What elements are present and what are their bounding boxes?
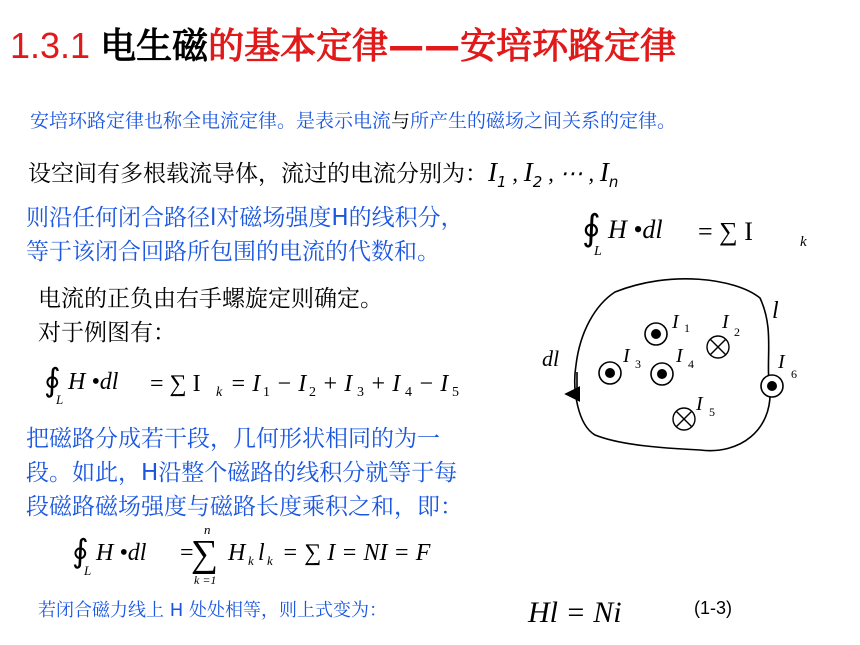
segment-statement-line-2: 段。如此，H沿整个磁路的线积分就等于每 [26, 460, 458, 486]
i2-sub: 2 [734, 325, 740, 339]
eq2-i2: − I [276, 371, 307, 397]
segment-statement-line-1: 把磁路分成若干段，几何形状相同的为一 [26, 426, 440, 452]
eq2-sub-L: L [56, 392, 64, 407]
current-i4-marker [651, 345, 694, 385]
equation-segments [72, 520, 492, 590]
current-i3-marker [599, 345, 641, 384]
title-black-part: 电生磁 [100, 26, 209, 67]
ampere-statement-line-2: 等于该闭合回路所包围的电流的代数和。 [26, 239, 440, 265]
sign-rule-line-2: 对于例图有： [38, 320, 176, 346]
intro-part-2: 与 [391, 110, 411, 132]
i4-label: I [676, 345, 683, 367]
sigma-symbol: ∑ [191, 533, 219, 575]
equation-ampere [580, 200, 820, 260]
eq3-sub-k1: k [248, 553, 254, 568]
ampere-loop-diagram [520, 270, 840, 470]
contour-integral-symbol: ∮ [582, 208, 601, 248]
eq2-s1: 1 [263, 385, 270, 400]
eq2-sub-k: k [216, 385, 223, 400]
i2-label: I [722, 311, 729, 333]
currents-line [28, 155, 618, 191]
eq2-i1: = I [230, 371, 261, 397]
eq3-sum-bottom: k =1 [194, 573, 217, 587]
current-i2-sub: 2 [532, 173, 543, 191]
current-in-sub: n [608, 173, 619, 191]
eq2-rhs: = ∑ I [150, 371, 201, 397]
current-i1-marker [645, 311, 690, 345]
intro-line [30, 106, 676, 133]
eq2-i5: − I [418, 371, 449, 397]
i4-sub: 4 [688, 357, 694, 371]
eq3-sub-k2: k [267, 553, 273, 568]
eq3-sub-L: L [84, 563, 92, 578]
ampere-statement-line-1: 则沿任何闭合路径l对磁场强度H的线积分， [26, 205, 464, 231]
eq1-lhs: H •dl [608, 215, 663, 244]
section-number: 1.3.1 [10, 25, 101, 66]
uniform-field-note: 若闭合磁力线上 H 处处相等，则上式变为： [38, 600, 387, 621]
eq2-lhs: H •dl [68, 369, 119, 395]
loop-label-l: l [772, 298, 779, 324]
ampere-statement [26, 201, 464, 269]
i1-sub: 1 [684, 321, 690, 335]
eq2-i3: + I [322, 371, 353, 397]
eq3-l: l [258, 540, 265, 566]
current-i2: I [523, 157, 533, 187]
equation-number: (1-3) [694, 598, 733, 618]
eq2-s2: 2 [309, 385, 316, 400]
eq3-rest: = ∑ I = NI = F [282, 540, 431, 566]
eq2-s4: 4 [405, 385, 412, 400]
segment-statement [26, 422, 463, 524]
eq2-s3: 3 [357, 385, 364, 400]
eq3-equals: = [180, 540, 194, 566]
eq3-sum-top: n [204, 522, 211, 537]
sep-2: , ⋯ , [542, 161, 600, 186]
segment-statement-line-3: 段磁路磁场强度与磁路长度乘积之和，即： [26, 494, 463, 520]
i5-sub: 5 [709, 405, 715, 419]
eq2-i4: + I [370, 371, 401, 397]
current-i1: I [488, 157, 497, 187]
intro-part-1: 安培环路定律也称全电流定律。是表示电流 [30, 110, 392, 132]
eq3-lhs: H •dl [96, 540, 147, 566]
i6-sub: 6 [791, 367, 797, 381]
eq3-H: H [228, 540, 246, 566]
contour-integral-symbol: ∮ [72, 533, 89, 569]
current-i1-sub: 1 [497, 173, 507, 191]
currents-line-text: 设空间有多根载流导体，流过的电流分别为： [28, 161, 488, 187]
sep-1: , [506, 161, 524, 186]
i5-label: I [696, 393, 703, 415]
eq1-rhs: = ∑ I [698, 217, 753, 246]
title-red-part: 的基本定律——安培环路定律 [208, 26, 677, 67]
eq2-s5: 5 [452, 385, 459, 400]
sign-rule-line-1: 电流的正负由右手螺旋定则确定。 [38, 286, 383, 312]
current-i6-marker [761, 351, 797, 397]
current-i2-marker [707, 311, 740, 358]
i1-label: I [672, 311, 679, 333]
intro-part-3: 所产生的磁场之间关系的定律。 [410, 110, 677, 132]
loop-label-dl: dl [542, 346, 560, 371]
contour-integral-symbol: ∮ [44, 362, 61, 398]
sign-rule [38, 282, 383, 350]
eq1-sub-k: k [800, 234, 807, 250]
current-i5-marker [673, 393, 715, 430]
equation-uniform [524, 590, 664, 634]
current-in: I [599, 157, 609, 187]
equation-example [44, 357, 504, 407]
eq1-sub-L: L [594, 244, 602, 259]
i6-label: I [778, 351, 785, 373]
i3-sub: 3 [635, 357, 641, 371]
i3-label: I [623, 345, 630, 367]
eq4: Hl = Ni [528, 596, 622, 629]
page-title [10, 24, 676, 69]
